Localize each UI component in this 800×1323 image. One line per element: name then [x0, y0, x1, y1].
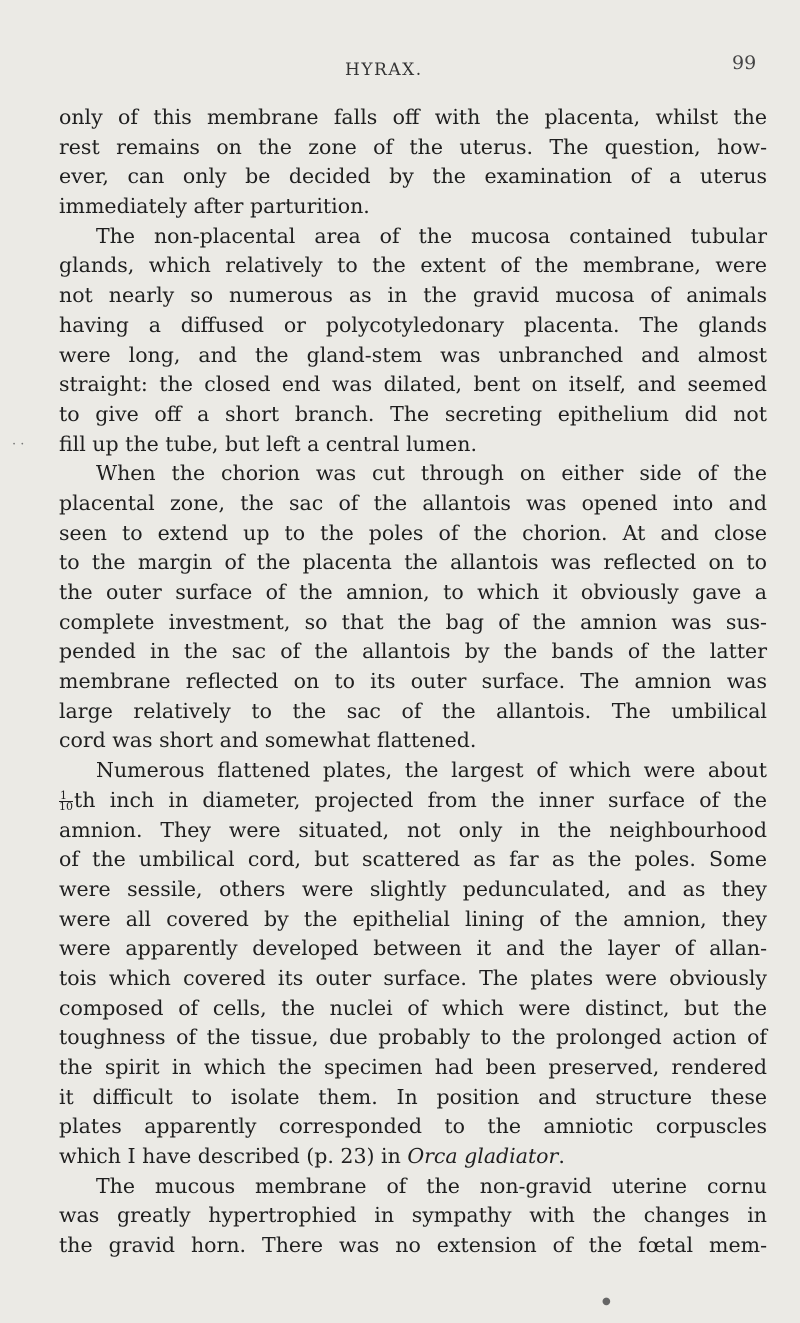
line-tail: .: [558, 1144, 565, 1169]
text-line: plates apparently corresponded to the amniotic corpuscles: [59, 1114, 767, 1139]
text-line: the outer surface of the amnion, to which it obviously gave a: [59, 580, 767, 604]
text-line: to the margin of the placenta the allantois was reflected on to: [59, 550, 767, 575]
text-line: ever, can only be decided by the examination of a uterus: [59, 164, 767, 189]
text-line: straight: the closed end was dilated, bent on itself, and seemed: [59, 372, 767, 397]
text-line: cord was short and somewhat flattened.: [59, 728, 477, 753]
text-line: were apparently developed between it and the layer of allan-: [59, 936, 767, 961]
paragraph-start-line: Numerous flattened plates, the largest of which were about: [96, 758, 767, 783]
ink-spot: ●: [602, 1296, 611, 1307]
species-name: Orca gladiator: [407, 1144, 559, 1169]
text-line: to give off a short branch. The secreting epithelium did not: [59, 401, 767, 426]
text-line: toughness of the tissue, due probably to the prolonged action of: [59, 1025, 767, 1050]
text-line: it difficult to isolate them. In position and structure these: [59, 1084, 767, 1109]
text-line: rest remains on the zone of the uterus. The question, how-: [59, 134, 767, 159]
text-line: membrane reflected on to its outer surface. The amnion was: [59, 669, 767, 694]
paragraph-start-line: The mucous membrane of the non-gravid uterine cornu: [96, 1173, 767, 1198]
body-text: [59, 103, 767, 1261]
text-line: only of this membrane falls off with the placenta, whilst the: [59, 105, 767, 129]
text-line: pended in the sac of the allantois by the bands of the latter: [59, 639, 767, 664]
text-line: of the umbilical cord, but scattered as far as the poles. Some: [59, 847, 767, 872]
text-line-with-species-name: [59, 1142, 767, 1172]
text-line: were all covered by the epithelial lining of the amnion, they: [59, 906, 767, 931]
margin-mark: · ·: [12, 437, 25, 452]
text-line: complete investment, so that the bag of the amnion was sus-: [59, 609, 767, 634]
fraction: [59, 788, 73, 813]
running-head: HYRAX.: [345, 60, 423, 80]
text-line: were long, and the gland-stem was unbranched and almost: [59, 342, 767, 367]
text-line: were sessile, others were slightly pedunculated, and as they: [59, 876, 767, 901]
text-line: the spirit in which the specimen had been preserved, rendered: [59, 1055, 767, 1079]
text-line: seen to extend up to the poles of the chorion. At and close: [59, 520, 767, 545]
page-number: 99: [732, 52, 757, 74]
paragraph-start-line: The non-placental area of the mucosa contained tubular: [96, 223, 767, 248]
fraction-denominator: 10: [59, 799, 73, 813]
text-line: composed of cells, the nuclei of which were distinct, but the: [59, 995, 767, 1020]
line-text: th inch in diameter, projected from the inner surface of the: [74, 787, 767, 812]
text-line: fill up the tube, but left a central lumen.: [59, 431, 478, 456]
line-text: which I have described (p. 23) in: [59, 1144, 408, 1169]
text-line: glands, which relatively to the extent of the membrane, were: [59, 253, 767, 278]
text-line: immediately after parturition.: [59, 194, 370, 219]
text-line: was greatly hypertrophied in sympathy with the changes in: [59, 1203, 767, 1228]
fraction-numerator: 1: [59, 791, 73, 802]
text-line: placental zone, the sac of the allantois was opened into and: [59, 490, 767, 515]
text-line: tois which covered its outer surface. The plates were obviously: [59, 965, 767, 990]
text-line: large relatively to the sac of the allantois. The umbilical: [59, 698, 767, 723]
page-header: [0, 52, 800, 84]
text-line: having a diffused or polycotyledonary placenta. The glands: [59, 312, 767, 337]
text-line-with-fraction: [59, 786, 767, 816]
text-line: amnion. They were situated, not only in the neighbourhood: [59, 817, 767, 842]
text-line: the gravid horn. There was no extension of the fœtal mem-: [59, 1233, 767, 1258]
text-line: not nearly so numerous as in the gravid mucosa of animals: [59, 283, 767, 308]
paragraph-start-line: When the chorion was cut through on either side of the: [96, 461, 767, 486]
